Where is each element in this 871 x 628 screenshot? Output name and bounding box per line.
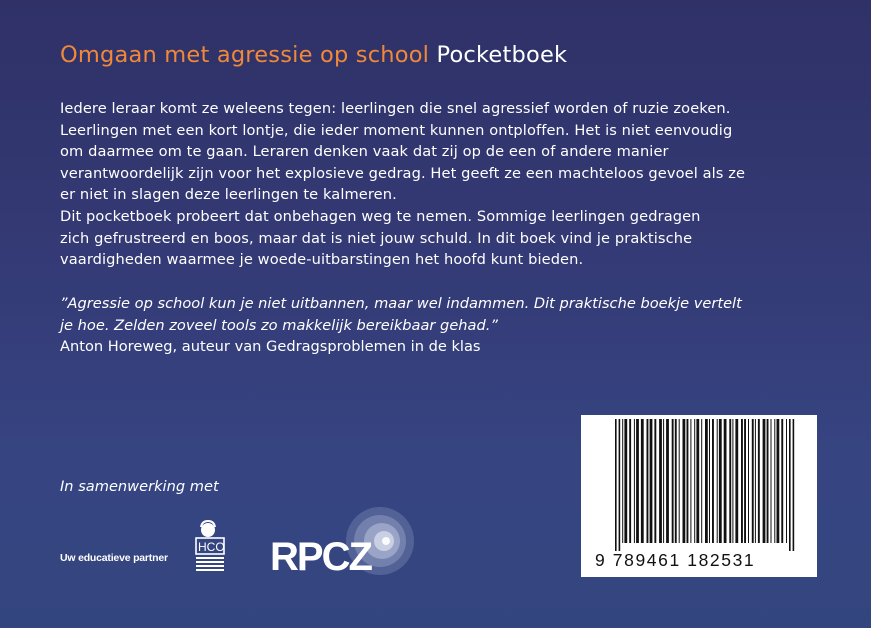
barcode-bar xyxy=(675,419,677,543)
barcode-bar xyxy=(781,419,783,543)
rpcz-logo xyxy=(270,505,420,580)
barcode-bar xyxy=(619,419,621,551)
barcode-bar xyxy=(647,419,649,543)
title-orange-part: Omgaan met agressie op school xyxy=(60,42,430,68)
collaboration-label: In samenwerking met xyxy=(60,478,219,495)
hco-tagline: Uw educatieve partner xyxy=(60,552,168,564)
hco-mark-text: HCO xyxy=(198,540,225,554)
barcode-bar xyxy=(744,419,746,543)
quote-line: je hoe. Zelden zoveel tools zo makkelijk bereikbaar gehad.” xyxy=(60,316,498,334)
barcode-bar xyxy=(758,419,760,543)
barcode-bar xyxy=(634,419,635,543)
barcode-bar xyxy=(732,419,733,543)
barcode-bar xyxy=(696,419,699,543)
blurb-line: verantwoordelijk zijn voor het explosieve gedrag. Het geeft ze een machteloos gevoel als ze xyxy=(60,164,746,182)
barcode-bar xyxy=(729,419,731,543)
barcode-bar xyxy=(679,419,680,543)
barcode-bar xyxy=(712,419,714,543)
barcode-bar xyxy=(735,419,738,543)
blurb-line: Dit pocketboek probeert dat onbehagen weg te nemen. Sommige leerlingen gedragen xyxy=(60,207,701,225)
barcode-bar xyxy=(701,419,702,543)
blurb-line: om daarmee om te gaan. Leraren denken vaak dat zij op de een of andere manier xyxy=(60,143,669,161)
barcode-bar xyxy=(741,419,743,543)
barcode-bar xyxy=(748,419,749,543)
barcode-bar xyxy=(615,419,617,551)
quote-line: ”Agressie op school kun je niet uitbannen, maar wel indammen. Dit praktische boekje vertelt xyxy=(60,295,742,312)
barcode-bar xyxy=(763,419,766,543)
barcode-bar xyxy=(755,419,756,543)
barcode-bar xyxy=(752,419,754,543)
barcode-bar xyxy=(683,419,686,543)
blurb-text xyxy=(60,98,820,271)
barcode-bar xyxy=(709,419,710,543)
barcode-bar xyxy=(690,419,691,543)
barcode-bar xyxy=(666,419,669,543)
barcode-bar xyxy=(687,419,689,543)
barcode-bar xyxy=(771,419,772,543)
barcode-bar xyxy=(789,419,791,551)
barcode-bar xyxy=(659,419,662,543)
barcode-bar xyxy=(672,419,674,543)
barcode-digits: 9 789461 182531 xyxy=(595,550,756,570)
barcode-bar xyxy=(705,419,708,543)
hco-mark-icon xyxy=(192,520,236,576)
blurb-line: zich gefrustreerd en boos, maar dat is niet jouw schuld. In dit boek vind je praktische xyxy=(60,229,693,247)
rpcz-text: RPCZ xyxy=(270,535,371,579)
back-cover-title xyxy=(60,42,567,68)
barcode-bar xyxy=(717,419,718,543)
barcode-bars xyxy=(595,419,803,551)
barcode-bar xyxy=(641,419,644,543)
barcode-bar xyxy=(663,419,664,543)
barcode-bar xyxy=(774,419,775,543)
barcode-bar xyxy=(767,419,769,543)
blurb-line: vaardigheden waarmee je woede-uitbarstingen het hoofd kunt bieden. xyxy=(60,251,584,269)
hco-logo xyxy=(60,520,238,576)
blurb-line: er niet in slagen deze leerlingen te kalmeren. xyxy=(60,186,397,204)
barcode-bar xyxy=(777,419,780,543)
barcode-bar xyxy=(624,419,627,543)
quote-attribution: Anton Horeweg, auteur van Gedragsproblemen in de klas xyxy=(60,338,481,356)
barcode-bar xyxy=(636,419,639,543)
title-white-part: Pocketboek xyxy=(436,42,568,68)
blurb-line: Iedere leraar komt ze weleens tegen: leerlingen die snel agressief worden of ruzie zoeken. xyxy=(60,100,731,117)
barcode-bar xyxy=(622,419,623,543)
barcode-bar xyxy=(786,419,787,543)
barcode-bar xyxy=(719,419,722,543)
barcode-bar xyxy=(694,419,695,543)
barcode-bar xyxy=(724,419,727,543)
endorsement-quote xyxy=(60,293,830,358)
isbn-barcode xyxy=(581,415,817,577)
barcode-bar xyxy=(650,419,653,543)
barcode-bar xyxy=(654,419,656,543)
barcode-bar xyxy=(629,419,631,543)
barcode-bar xyxy=(793,419,795,551)
blurb-line: Leerlingen met een kort lontje, die ieder moment kunnen ontploffen. Het is niet eenvoudig xyxy=(60,121,733,139)
